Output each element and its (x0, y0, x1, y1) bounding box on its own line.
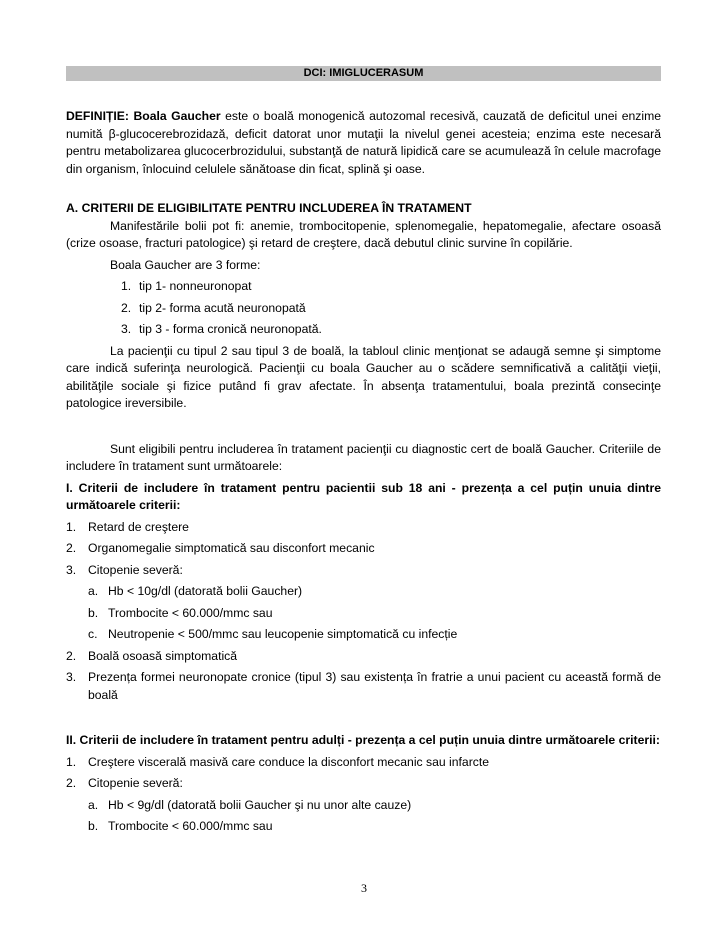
list-item: 2. Boală osoasă simptomatică (66, 648, 238, 663)
definition-paragraph (66, 108, 661, 178)
list-item: 1. Creştere viscerală masivă care conduce la disconfort mecanic sau infarcte (66, 754, 490, 769)
document-page (66, 66, 661, 836)
list-item: 3. Prezența formei neuronopate cronice (tipul 3) sau existența în fratrie a unui pacient cu această formă de boală (66, 670, 661, 702)
list-item: a. Hb < 9g/dl (datorată bolii Gaucher şi nu unor alte cauze) (88, 797, 412, 812)
section-a-heading: A. CRITERII DE ELIGIBILITATE PENTRU INCLUDEREA ÎN TRATAMENT (66, 201, 472, 215)
definition-text: este o boală monogenică autozomal recesivă, cauzată de deficitul unei enzime numită β-glucocerebrozidază, deficit datorat unor mutaţii la nivelul genei acesteia; enzima este necesară pentru metabolizarea glucocerbrozidului, substanţă de natură lipidică care se acumulează în celule macrofage din organism, înlocuind celulele sănătoase din ficat, splină şi oase. (66, 109, 662, 176)
list-item: 1. tip 1- nonneuronopat (121, 279, 252, 293)
paragraph-neurological: La pacienţii cu tipul 2 sau tipul 3 de boală, la tabloul clinic menţionat se adaugă semne şi simptome care indică suferinţa neurologică. Pacienţii cu boala Gaucher au o scădere semnificativă a calităţii vieţii, abilităţile sociale şi fizice putând fi grav afectate. În absenţa tratamentului, boala prezintă consecinţe patologice ireversibile. (66, 343, 661, 410)
list-item: 2. Citopenie severă: (66, 776, 183, 790)
definition-label: DEFINIȚIE: Boala Gaucher (66, 109, 221, 123)
list-item: 3. Citopenie severă: (66, 562, 183, 577)
list-item: 3. tip 3 - forma cronică neuronopată. (121, 322, 322, 336)
list-item: b. Trombocite < 60.000/mmc sau (88, 819, 273, 833)
list-item: c. Neutropenie < 500/mmc sau leucopenie simptomatică cu infecție (88, 627, 458, 641)
criteria-ii-heading: II. Criterii de includere în tratament pentru adulți - prezența a cel puțin unuia dintre următoarele criterii: (66, 733, 660, 747)
paragraph-manifestations: Manifestările bolii pot fi: anemie, trombocitopenie, splenomegalie, hepatomegalie, afectare osoasă (crize osoase, fracturi patologice) şi retard de creştere, dacă debutul clinic survine în copilărie. (66, 218, 661, 250)
list-item: a. Hb < 10g/dl (datorată bolii Gaucher) (88, 584, 303, 598)
list-item: 1. Retard de creştere (66, 519, 189, 534)
list-item: b. Trombocite < 60.000/mmc sau (88, 605, 273, 620)
list-item: 2. Organomegalie simptomatică sau disconfort mecanic (66, 541, 375, 555)
paragraph-forms-intro: Boala Gaucher are 3 forme: (110, 257, 261, 272)
criteria-i-heading: I. Criterii de includere în tratament pentru pacientii sub 18 ani - prezența a cel puțin unuia dintre următoarele criterii: (66, 480, 661, 512)
document-title: DCI: IMIGLUCERASUM (66, 66, 661, 81)
paragraph-eligibility: Sunt eligibili pentru includerea în tratament pacienţii cu diagnostic cert de boală Gaucher. Criteriile de includere în tratament sunt următoarele: (66, 441, 661, 473)
page-number: 3 (361, 881, 367, 895)
list-item: 2. tip 2- forma acută neuronopată (121, 300, 306, 315)
